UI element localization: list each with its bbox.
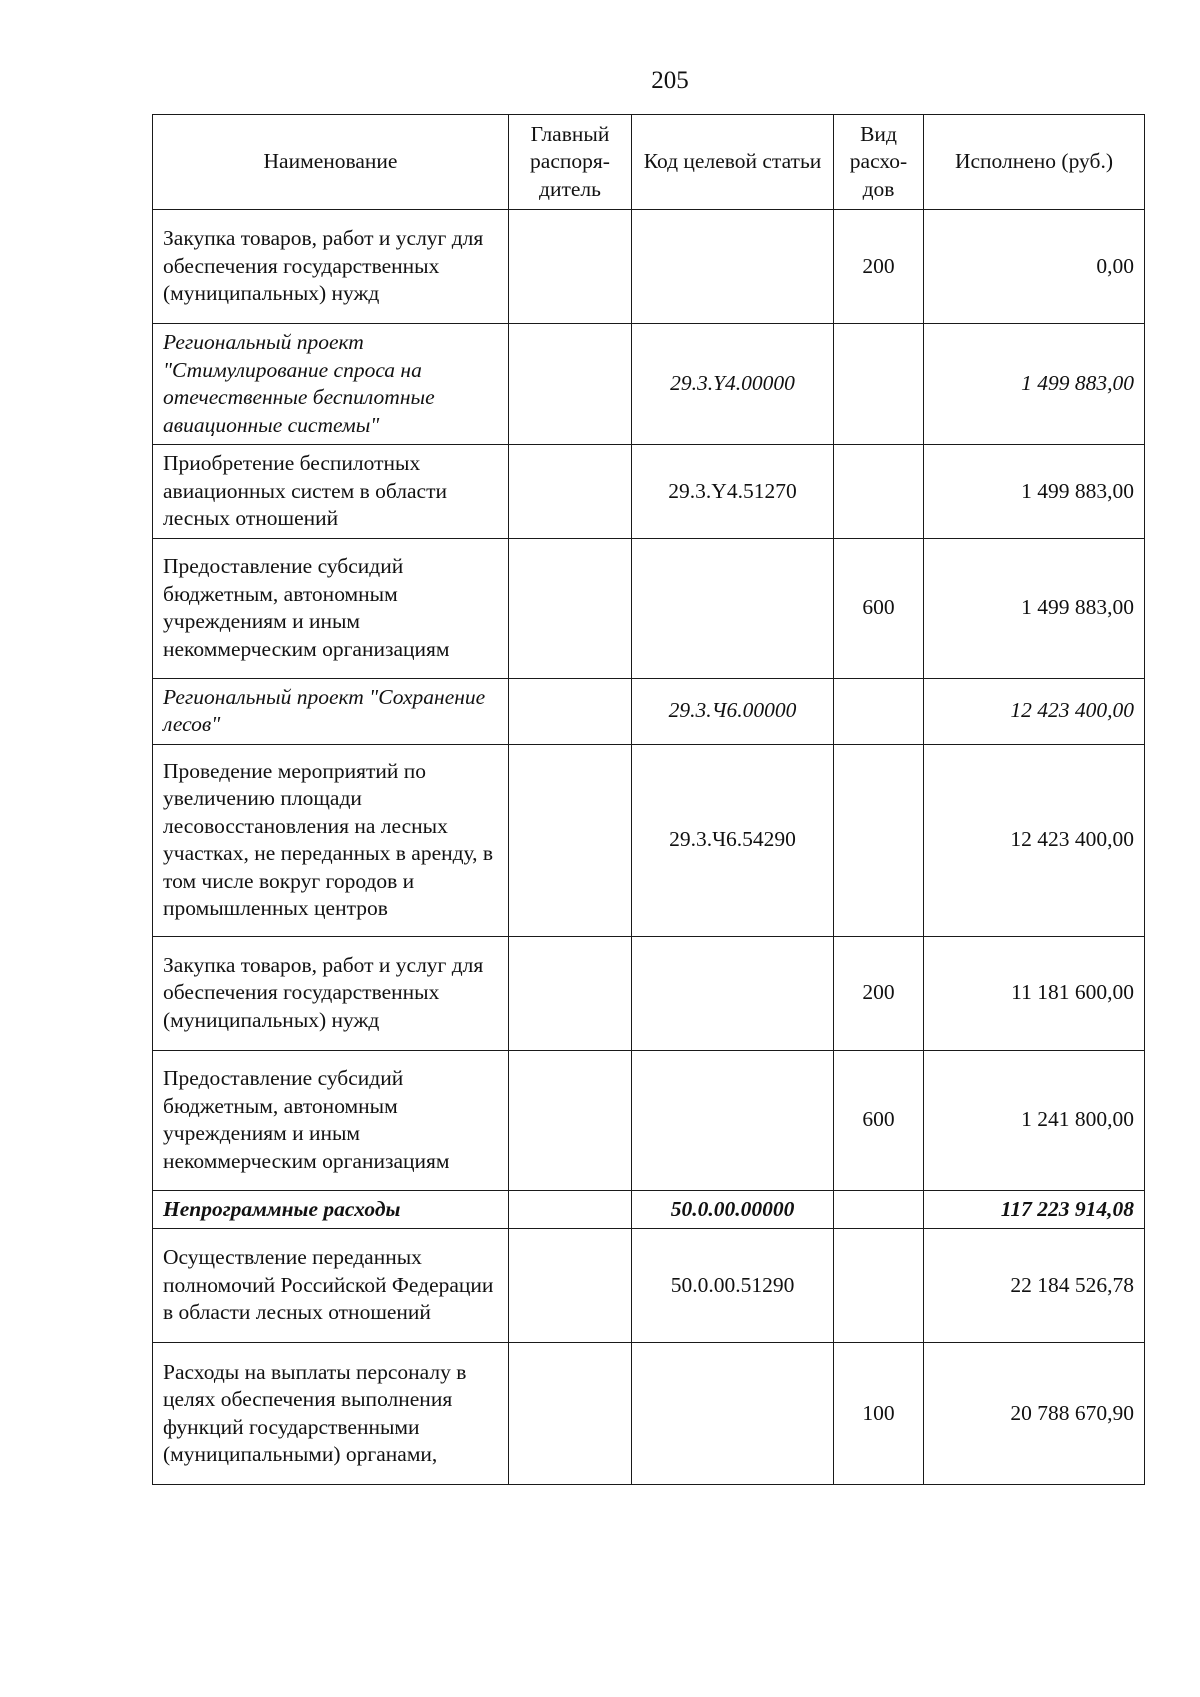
table-body: [153, 210, 1145, 1485]
cell-amount: 117 223 914,08: [924, 1190, 1145, 1229]
cell-amount: 11 181 600,00: [924, 936, 1145, 1050]
cell-name: Расходы на выплаты персоналу в целях обеспечения выполнения функций государственными (муниципальными) органами,: [153, 1343, 509, 1485]
cell-name: Закупка товаров, работ и услуг для обеспечения государственных (муниципальных) нужд: [153, 210, 509, 324]
cell-amount: 1 499 883,00: [924, 324, 1145, 445]
expenditure-table: [152, 114, 1145, 1485]
header-code: Код целевой статьи: [632, 115, 834, 210]
header-kind: Вид расхо-дов: [834, 115, 924, 210]
cell-code: [632, 936, 834, 1050]
cell-kind: [834, 744, 924, 936]
cell-kind: 200: [834, 210, 924, 324]
cell-kind: 200: [834, 936, 924, 1050]
table-row: [153, 1050, 1145, 1190]
cell-code: 29.3.Y4.00000: [632, 324, 834, 445]
table-row: [153, 210, 1145, 324]
cell-kind: 100: [834, 1343, 924, 1485]
header-amount: Исполнено (руб.): [924, 115, 1145, 210]
table-row: [153, 445, 1145, 539]
cell-admin: [509, 1190, 632, 1229]
cell-name: Приобретение беспилотных авиационных систем в области лесных отношений: [153, 445, 509, 539]
cell-amount: 1 499 883,00: [924, 538, 1145, 678]
cell-name: Региональный проект "Стимулирование спроса на отечественные беспилотные авиационные системы": [153, 324, 509, 445]
cell-name: Непрограммные расходы: [153, 1190, 509, 1229]
cell-code: 29.3.Y4.51270: [632, 445, 834, 539]
cell-kind: [834, 445, 924, 539]
cell-amount: 12 423 400,00: [924, 744, 1145, 936]
header-admin: Главный распоря-дитель: [509, 115, 632, 210]
cell-code: [632, 1343, 834, 1485]
table-row: [153, 1190, 1145, 1229]
table-row: [153, 678, 1145, 744]
cell-kind: [834, 678, 924, 744]
cell-name: Проведение мероприятий по увеличению площади лесовосстановления на лесных участках, не переданных в аренду, в том числе вокруг городов и промышленных центров: [153, 744, 509, 936]
cell-code: [632, 210, 834, 324]
table-row: [153, 324, 1145, 445]
cell-amount: 20 788 670,90: [924, 1343, 1145, 1485]
cell-admin: [509, 744, 632, 936]
cell-admin: [509, 324, 632, 445]
cell-admin: [509, 538, 632, 678]
cell-admin: [509, 1229, 632, 1343]
cell-admin: [509, 678, 632, 744]
header-name: Наименование: [153, 115, 509, 210]
cell-kind: [834, 324, 924, 445]
cell-code: 29.3.Ч6.54290: [632, 744, 834, 936]
cell-admin: [509, 1050, 632, 1190]
cell-kind: 600: [834, 1050, 924, 1190]
cell-code: [632, 538, 834, 678]
cell-name: Закупка товаров, работ и услуг для обеспечения государственных (муниципальных) нужд: [153, 936, 509, 1050]
cell-amount: 1 499 883,00: [924, 445, 1145, 539]
cell-code: 29.3.Ч6.00000: [632, 678, 834, 744]
cell-name: Региональный проект "Сохранение лесов": [153, 678, 509, 744]
cell-code: [632, 1050, 834, 1190]
cell-amount: 22 184 526,78: [924, 1229, 1145, 1343]
page-number: 205: [651, 67, 689, 94]
cell-admin: [509, 445, 632, 539]
table-row: [153, 1229, 1145, 1343]
cell-amount: 1 241 800,00: [924, 1050, 1145, 1190]
cell-code: 50.0.00.00000: [632, 1190, 834, 1229]
table-row: [153, 936, 1145, 1050]
table-row: [153, 744, 1145, 936]
cell-kind: [834, 1229, 924, 1343]
cell-kind: 600: [834, 538, 924, 678]
table-row: [153, 1343, 1145, 1485]
cell-amount: 12 423 400,00: [924, 678, 1145, 744]
cell-admin: [509, 210, 632, 324]
cell-admin: [509, 1343, 632, 1485]
table-row: [153, 538, 1145, 678]
table-header-row: [153, 115, 1145, 210]
cell-name: Предоставление субсидий бюджетным, автономным учреждениям и иным некоммерческим организациям: [153, 1050, 509, 1190]
cell-code: 50.0.00.51290: [632, 1229, 834, 1343]
cell-admin: [509, 936, 632, 1050]
cell-name: Предоставление субсидий бюджетным, автономным учреждениям и иным некоммерческим организациям: [153, 538, 509, 678]
cell-kind: [834, 1190, 924, 1229]
cell-amount: 0,00: [924, 210, 1145, 324]
cell-name: Осуществление переданных полномочий Российской Федерации в области лесных отношений: [153, 1229, 509, 1343]
